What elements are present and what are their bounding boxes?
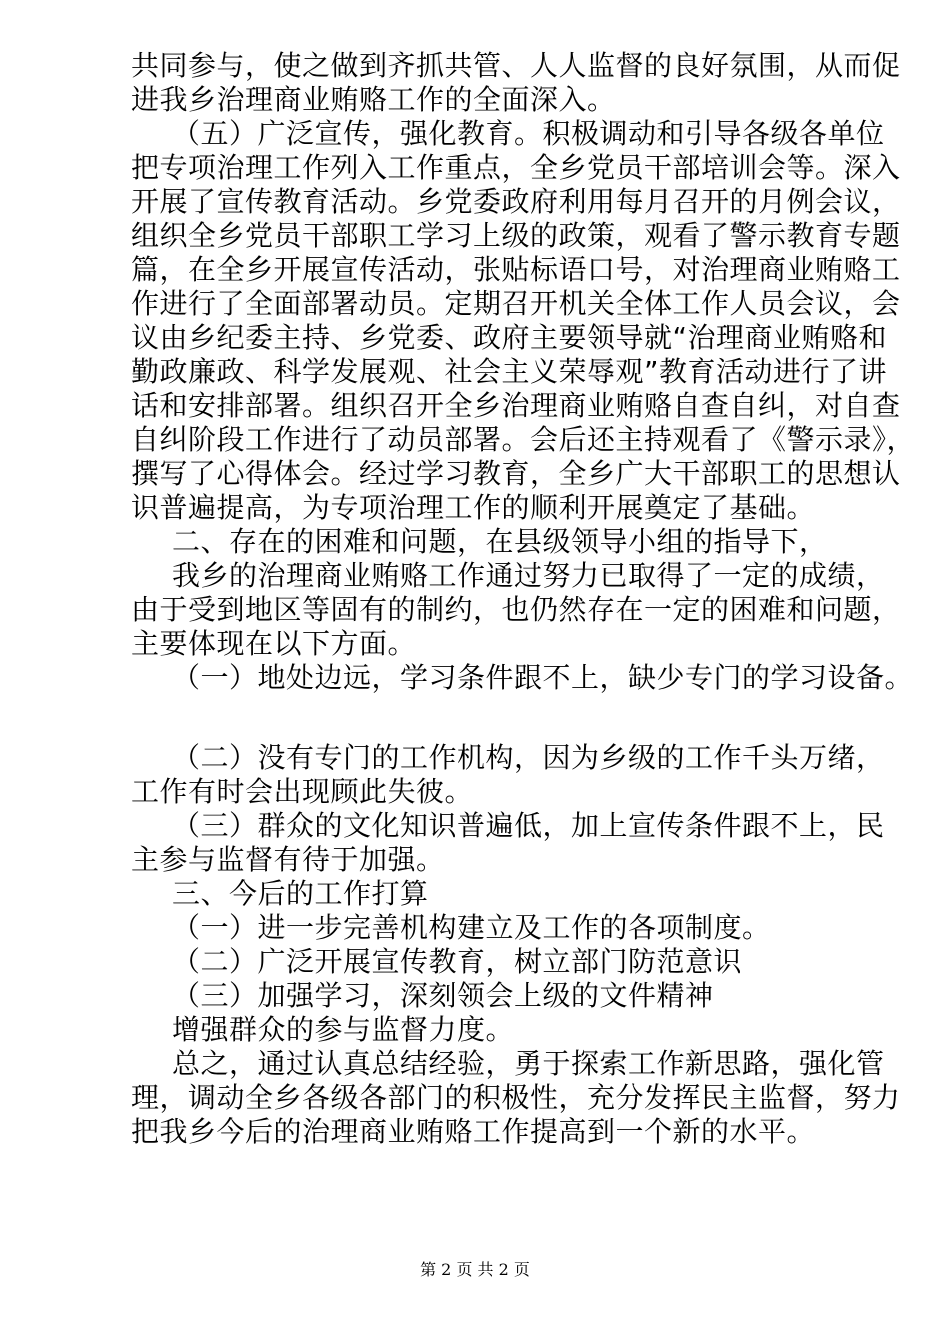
- paragraph-line: 识普遍提高，为专项治理工作的顺利开展奠定了基础。: [131, 491, 816, 524]
- paragraph-line: 篇，在全乡开展宣传活动，张贴标语口号，对治理商业贿赂工: [131, 253, 901, 286]
- paragraph-line: （五）广泛宣传，强化教育。积极调动和引导各级各单位: [172, 117, 885, 150]
- page-number-footer: 第 2 页 共 2 页: [420, 1260, 530, 1279]
- section-heading: 三、今后的工作打算: [172, 877, 429, 910]
- paragraph-line: 勤政廉政、科学发展观、社会主义荣辱观”教育活动进行了讲: [131, 355, 888, 388]
- paragraph-line: 作进行了全面部署动员。定期召开机关全体工作人员会议，会: [131, 287, 901, 320]
- paragraph-line: 话和安排部署。组织召开全乡治理商业贿赂自查自纠，对自查: [131, 389, 901, 422]
- paragraph-line: 总之，通过认真总结经验，勇于探索工作新思路，强化管: [172, 1047, 885, 1080]
- paragraph-line: 由于受到地区等固有的制约，也仍然存在一定的困难和问题，: [131, 593, 901, 626]
- list-item: （三）群众的文化知识普遍低，加上宣传条件跟不上，民: [172, 809, 885, 842]
- section-heading: 二、存在的困难和问题，在县级领导小组的指导下，: [172, 525, 828, 558]
- paragraph-line: 自纠阶段工作进行了动员部署。会后还主持观看了《警示录》，: [131, 423, 916, 456]
- paragraph-line: 主参与监督有待于加强。: [131, 843, 445, 876]
- list-item: （二）广泛开展宣传教育，树立部门防范意识: [172, 945, 743, 978]
- list-item: （三）加强学习，深刻领会上级的文件精神: [172, 979, 714, 1012]
- paragraph-line: 理，调动全乡各级各部门的积极性，充分发挥民主监督，努力: [131, 1081, 901, 1114]
- paragraph-line: 增强群众的参与监督力度。: [172, 1013, 515, 1046]
- paragraph-line: 共同参与，使之做到齐抓共管、人人监督的良好氛围，从而促: [131, 49, 901, 82]
- paragraph-line: 把专项治理工作列入工作重点，全乡党员干部培训会等。深入: [131, 151, 901, 184]
- list-item: （二）没有专门的工作机构，因为乡级的工作千头万绪，: [172, 741, 885, 774]
- paragraph-line: 我乡的治理商业贿赂工作通过努力已取得了一定的成绩，: [172, 559, 885, 592]
- paragraph-line: 进我乡治理商业贿赂工作的全面深入。: [131, 83, 616, 116]
- list-item: （一）进一步完善机构建立及工作的各项制度。: [172, 911, 771, 944]
- paragraph-line: 把我乡今后的治理商业贿赂工作提高到一个新的水平。: [131, 1115, 816, 1148]
- paragraph-line: 议由乡纪委主持、乡党委、政府主要领导就“治理商业贿赂和: [131, 321, 888, 354]
- paragraph-line: 开展了宣传教育活动。乡党委政府利用每月召开的月例会议，: [131, 185, 901, 218]
- paragraph-line: 组织全乡党员干部职工学习上级的政策，观看了警示教育专题: [131, 219, 901, 252]
- paragraph-line: 撰写了心得体会。经过学习教育，全乡广大干部职工的思想认: [131, 457, 901, 490]
- list-item: （一）地处边远，学习条件跟不上，缺少专门的学习设备。: [172, 661, 914, 694]
- paragraph-line: 主要体现在以下方面。: [131, 627, 417, 660]
- paragraph-line: 工作有时会出现顾此失彼。: [131, 775, 474, 808]
